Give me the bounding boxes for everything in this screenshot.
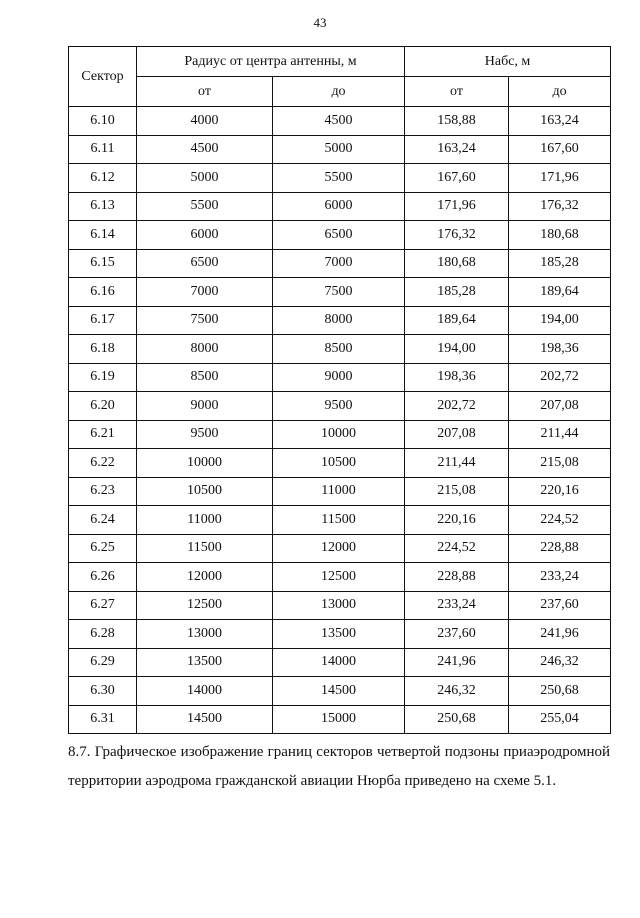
cell-habs-to: 233,24 bbox=[509, 563, 611, 592]
table-row bbox=[69, 534, 611, 563]
cell-habs-to: 246,32 bbox=[509, 648, 611, 677]
cell-radius-from: 12000 bbox=[137, 563, 273, 592]
table-row bbox=[69, 563, 611, 592]
cell-sector: 6.24 bbox=[69, 506, 137, 535]
cell-radius-from: 12500 bbox=[137, 591, 273, 620]
cell-sector: 6.11 bbox=[69, 135, 137, 164]
table-row bbox=[69, 221, 611, 250]
cell-sector: 6.19 bbox=[69, 363, 137, 392]
cell-habs-to: 171,96 bbox=[509, 164, 611, 193]
cell-habs-from: 207,08 bbox=[405, 420, 509, 449]
cell-sector: 6.25 bbox=[69, 534, 137, 563]
cell-habs-to: 220,16 bbox=[509, 477, 611, 506]
cell-radius-to: 6500 bbox=[273, 221, 405, 250]
cell-habs-to: 228,88 bbox=[509, 534, 611, 563]
cell-habs-from: 185,28 bbox=[405, 278, 509, 307]
cell-radius-to: 10500 bbox=[273, 449, 405, 478]
table-row bbox=[69, 477, 611, 506]
cell-sector: 6.27 bbox=[69, 591, 137, 620]
table-row bbox=[69, 591, 611, 620]
header-radius: Радиус от центра антенны, м bbox=[137, 47, 405, 77]
cell-habs-from: 233,24 bbox=[405, 591, 509, 620]
table-row bbox=[69, 306, 611, 335]
cell-radius-from: 11000 bbox=[137, 506, 273, 535]
table-row bbox=[69, 392, 611, 421]
cell-radius-to: 6000 bbox=[273, 192, 405, 221]
table-subheader-row bbox=[69, 77, 611, 107]
cell-sector: 6.15 bbox=[69, 249, 137, 278]
cell-habs-from: 250,68 bbox=[405, 705, 509, 734]
cell-sector: 6.31 bbox=[69, 705, 137, 734]
cell-habs-to: 198,36 bbox=[509, 335, 611, 364]
cell-radius-to: 8000 bbox=[273, 306, 405, 335]
body-paragraph: 8.7. Графическое изображение границ секторов четвертой подзоны приаэродромной территории аэродрома гражданской авиации Нюрба приведено на схеме 5.1. bbox=[68, 744, 610, 789]
table-row bbox=[69, 363, 611, 392]
cell-habs-to: 180,68 bbox=[509, 221, 611, 250]
cell-sector: 6.30 bbox=[69, 677, 137, 706]
cell-radius-to: 8500 bbox=[273, 335, 405, 364]
cell-radius-from: 6000 bbox=[137, 221, 273, 250]
cell-habs-from: 158,88 bbox=[405, 107, 509, 136]
cell-radius-to: 9500 bbox=[273, 392, 405, 421]
cell-sector: 6.17 bbox=[69, 306, 137, 335]
cell-habs-to: 185,28 bbox=[509, 249, 611, 278]
cell-radius-from: 7000 bbox=[137, 278, 273, 307]
subheader-radius-from: от bbox=[137, 77, 273, 107]
cell-sector: 6.29 bbox=[69, 648, 137, 677]
subheader-radius-to: до bbox=[273, 77, 405, 107]
cell-sector: 6.21 bbox=[69, 420, 137, 449]
cell-radius-to: 9000 bbox=[273, 363, 405, 392]
cell-habs-to: 163,24 bbox=[509, 107, 611, 136]
cell-habs-from: 167,60 bbox=[405, 164, 509, 193]
table-row bbox=[69, 677, 611, 706]
cell-radius-from: 9000 bbox=[137, 392, 273, 421]
cell-radius-to: 15000 bbox=[273, 705, 405, 734]
cell-sector: 6.10 bbox=[69, 107, 137, 136]
cell-habs-to: 215,08 bbox=[509, 449, 611, 478]
cell-sector: 6.23 bbox=[69, 477, 137, 506]
cell-radius-from: 13000 bbox=[137, 620, 273, 649]
cell-sector: 6.12 bbox=[69, 164, 137, 193]
cell-habs-from: 171,96 bbox=[405, 192, 509, 221]
table-row bbox=[69, 420, 611, 449]
cell-radius-from: 9500 bbox=[137, 420, 273, 449]
cell-habs-to: 250,68 bbox=[509, 677, 611, 706]
cell-habs-from: 241,96 bbox=[405, 648, 509, 677]
cell-habs-to: 202,72 bbox=[509, 363, 611, 392]
cell-habs-from: 194,00 bbox=[405, 335, 509, 364]
cell-radius-to: 11000 bbox=[273, 477, 405, 506]
cell-habs-to: 167,60 bbox=[509, 135, 611, 164]
cell-habs-from: 211,44 bbox=[405, 449, 509, 478]
cell-radius-from: 4000 bbox=[137, 107, 273, 136]
cell-radius-from: 5500 bbox=[137, 192, 273, 221]
cell-habs-to: 211,44 bbox=[509, 420, 611, 449]
table-row bbox=[69, 278, 611, 307]
cell-radius-from: 8500 bbox=[137, 363, 273, 392]
cell-radius-to: 14500 bbox=[273, 677, 405, 706]
cell-radius-from: 11500 bbox=[137, 534, 273, 563]
header-sector: Сектор bbox=[69, 47, 137, 107]
cell-habs-to: 194,00 bbox=[509, 306, 611, 335]
cell-habs-from: 246,32 bbox=[405, 677, 509, 706]
table-row bbox=[69, 705, 611, 734]
cell-habs-from: 176,32 bbox=[405, 221, 509, 250]
cell-radius-from: 4500 bbox=[137, 135, 273, 164]
cell-radius-from: 8000 bbox=[137, 335, 273, 364]
cell-habs-to: 237,60 bbox=[509, 591, 611, 620]
cell-sector: 6.26 bbox=[69, 563, 137, 592]
cell-habs-from: 198,36 bbox=[405, 363, 509, 392]
sectors-table bbox=[68, 46, 611, 734]
cell-habs-to: 176,32 bbox=[509, 192, 611, 221]
cell-radius-from: 14500 bbox=[137, 705, 273, 734]
cell-radius-to: 7000 bbox=[273, 249, 405, 278]
cell-habs-from: 189,64 bbox=[405, 306, 509, 335]
cell-sector: 6.20 bbox=[69, 392, 137, 421]
cell-radius-from: 10500 bbox=[137, 477, 273, 506]
cell-radius-to: 12500 bbox=[273, 563, 405, 592]
cell-radius-from: 7500 bbox=[137, 306, 273, 335]
header-habs: Набс, м bbox=[405, 47, 611, 77]
table-row bbox=[69, 335, 611, 364]
cell-radius-from: 13500 bbox=[137, 648, 273, 677]
cell-radius-to: 5000 bbox=[273, 135, 405, 164]
cell-habs-to: 255,04 bbox=[509, 705, 611, 734]
cell-habs-from: 163,24 bbox=[405, 135, 509, 164]
cell-radius-to: 4500 bbox=[273, 107, 405, 136]
table-row bbox=[69, 164, 611, 193]
cell-radius-from: 6500 bbox=[137, 249, 273, 278]
table-row bbox=[69, 506, 611, 535]
cell-sector: 6.14 bbox=[69, 221, 137, 250]
cell-habs-from: 228,88 bbox=[405, 563, 509, 592]
cell-radius-to: 5500 bbox=[273, 164, 405, 193]
cell-sector: 6.13 bbox=[69, 192, 137, 221]
subheader-habs-to: до bbox=[509, 77, 611, 107]
cell-habs-to: 207,08 bbox=[509, 392, 611, 421]
table-row bbox=[69, 249, 611, 278]
table-row bbox=[69, 449, 611, 478]
cell-habs-to: 224,52 bbox=[509, 506, 611, 535]
cell-radius-to: 7500 bbox=[273, 278, 405, 307]
cell-radius-to: 13500 bbox=[273, 620, 405, 649]
cell-radius-to: 13000 bbox=[273, 591, 405, 620]
table-row bbox=[69, 107, 611, 136]
subheader-habs-from: от bbox=[405, 77, 509, 107]
cell-radius-to: 11500 bbox=[273, 506, 405, 535]
table-row bbox=[69, 192, 611, 221]
cell-sector: 6.16 bbox=[69, 278, 137, 307]
table-row bbox=[69, 135, 611, 164]
page-number: 43 bbox=[313, 15, 327, 30]
cell-sector: 6.28 bbox=[69, 620, 137, 649]
cell-radius-to: 10000 bbox=[273, 420, 405, 449]
cell-habs-to: 241,96 bbox=[509, 620, 611, 649]
cell-habs-from: 180,68 bbox=[405, 249, 509, 278]
cell-habs-from: 237,60 bbox=[405, 620, 509, 649]
table-row bbox=[69, 648, 611, 677]
cell-habs-from: 215,08 bbox=[405, 477, 509, 506]
cell-radius-from: 14000 bbox=[137, 677, 273, 706]
table-body bbox=[69, 107, 611, 734]
cell-sector: 6.18 bbox=[69, 335, 137, 364]
cell-radius-from: 5000 bbox=[137, 164, 273, 193]
table-header-row bbox=[69, 47, 611, 77]
cell-sector: 6.22 bbox=[69, 449, 137, 478]
cell-habs-from: 202,72 bbox=[405, 392, 509, 421]
cell-radius-to: 12000 bbox=[273, 534, 405, 563]
cell-habs-from: 224,52 bbox=[405, 534, 509, 563]
cell-habs-from: 220,16 bbox=[405, 506, 509, 535]
cell-radius-to: 14000 bbox=[273, 648, 405, 677]
cell-habs-to: 189,64 bbox=[509, 278, 611, 307]
table-row bbox=[69, 620, 611, 649]
cell-radius-from: 10000 bbox=[137, 449, 273, 478]
